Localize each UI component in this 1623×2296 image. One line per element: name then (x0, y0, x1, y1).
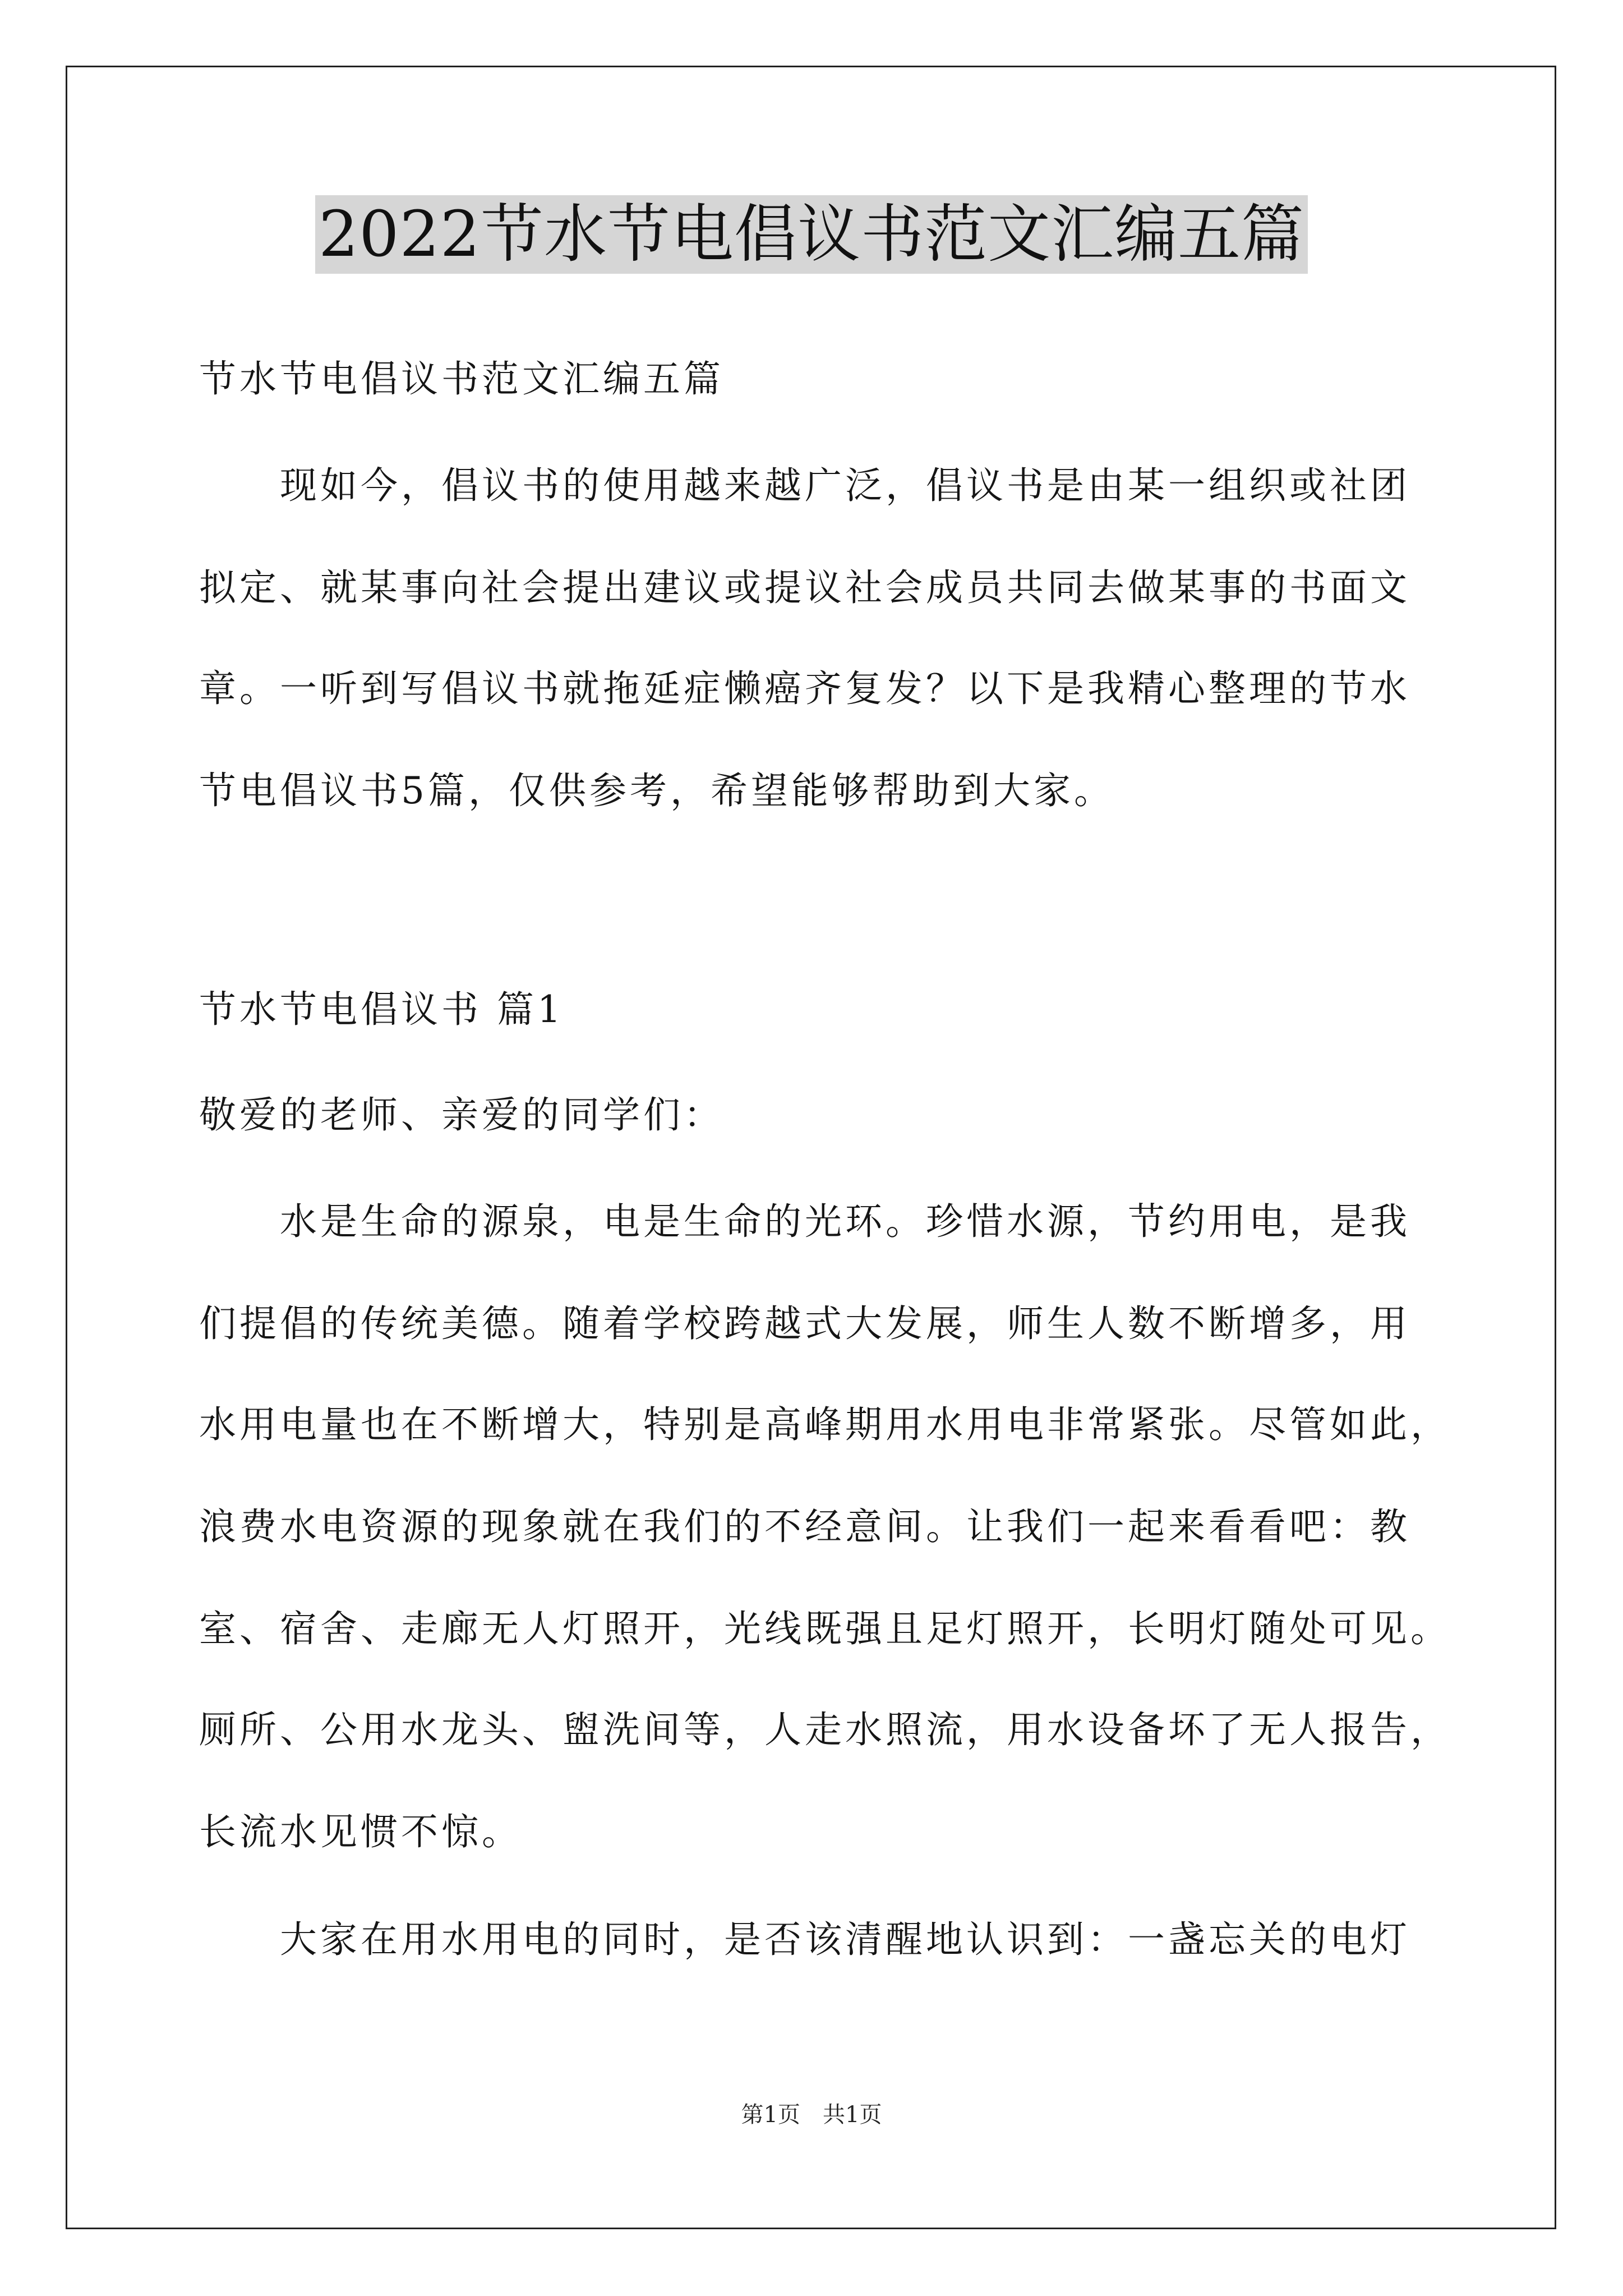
title-container (0, 195, 1623, 274)
body-line-1: 水是生命的源泉，电是生命的光环。珍惜水源，节约用电，是我 (199, 1200, 1410, 1243)
intro-line-1: 现如今，倡议书的使用越来越广泛，倡议书是由某一组织或社团 (199, 464, 1410, 507)
intro-line-4: 节电倡议书5篇，仅供参考，希望能够帮助到大家。 (199, 769, 1114, 812)
body-line-6: 厕所、公用水龙头、盥洗间等，人走水照流，用水设备坏了无人报告， (199, 1708, 1451, 1751)
subtitle-line: 节水节电倡议书范文汇编五篇 (199, 357, 724, 401)
salutation: 敬爱的老师、亲爱的同学们： (199, 1093, 724, 1137)
section-heading: 节水节电倡议书 篇1 (199, 988, 564, 1031)
body-line-2: 们提倡的传统美德。随着学校跨越式大发展，师生人数不断增多，用 (199, 1302, 1410, 1345)
page-footer: 第1页 共1页 (741, 2102, 882, 2128)
body-line-8: 大家在用水用电的同时，是否该清醒地认识到：一盏忘关的电灯 (199, 1918, 1410, 1961)
body-line-4: 浪费水电资源的现象就在我们的不经意间。让我们一起来看看吧：教 (199, 1505, 1410, 1548)
intro-line-2: 拟定、就某事向社会提出建议或提议社会成员共同去做某事的书面文 (199, 566, 1410, 609)
intro-line-3: 章。一听到写倡议书就拖延症懒癌齐复发？以下是我精心整理的节水 (199, 667, 1410, 710)
body-line-5: 室、宿舍、走廊无人灯照开，光线既强且足灯照开，长明灯随处可见。 (199, 1607, 1451, 1650)
body-line-7: 长流水见惯不惊。 (199, 1810, 522, 1853)
body-line-3: 水用电量也在不断增大，特别是高峰期用水用电非常紧张。尽管如此， (199, 1403, 1451, 1446)
document-title: 2022节水节电倡议书范文汇编五篇 (315, 195, 1308, 274)
